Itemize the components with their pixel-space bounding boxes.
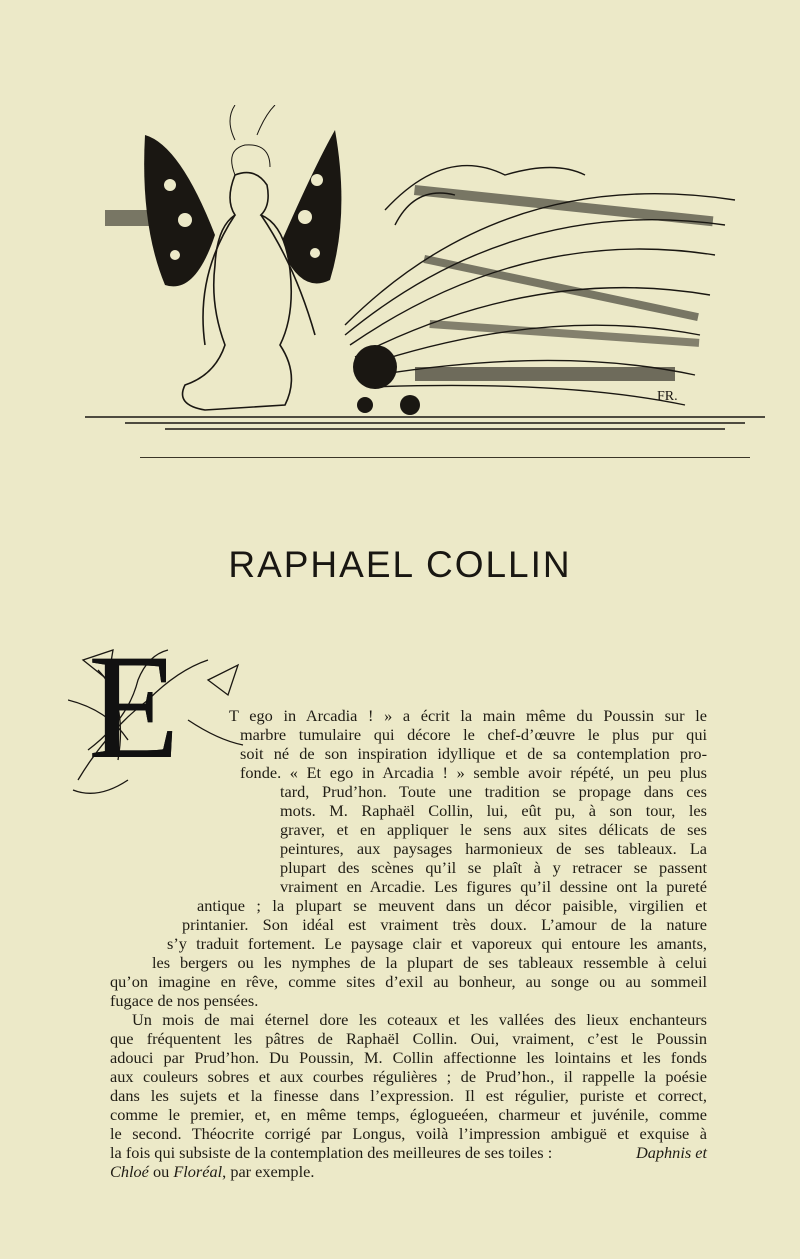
text-line: comme le premier, et, en même temps, églogueéen, charmeur et juvénile, comme	[110, 1105, 707, 1124]
text-line: les bergers ou les nymphes de la plupart de ses tableaux ressemble à celui	[152, 953, 707, 972]
text-line: peintures, aux paysages harmonieux de ses tableaux. La	[280, 839, 707, 858]
text-line: graver, et en appliquer le sens aux sites délicats de ses	[280, 820, 707, 839]
artwork-title-floreal: Floréal	[173, 1162, 223, 1181]
text-line: adouci par Prud’hon. Du Poussin, M. Collin affectionne les lointains et les fonds	[110, 1048, 707, 1067]
text-line: que fréquentent les pâtres de Raphaël Collin. Oui, vraiment, c’est le Poussin	[110, 1029, 707, 1048]
dropcap-letter: E	[88, 624, 180, 790]
divider-rule	[140, 457, 750, 458]
text-line-last-para	[110, 1143, 707, 1163]
text-line: mots. M. Raphaël Collin, lui, eût pu, à son tour, les	[280, 801, 707, 820]
text-line: printanier. Son idéal est vraiment très doux. L’amour de la nature	[182, 915, 707, 934]
text-line: plupart des scènes qu’il se plaît à y retracer se passent	[280, 858, 707, 877]
text-fragment: ou	[152, 1162, 170, 1181]
page-title: RAPHAEL COLLIN	[228, 544, 572, 585]
text-line: marbre tumulaire qui décore le chef-d’œuvre le plus pur qui	[240, 725, 707, 744]
text-line: aux couleurs sobres et aux courbes régulières ; de Prud’hon., il rappelle la poésie	[110, 1067, 707, 1086]
artwork-title-daphnis: Daphnis et	[636, 1143, 707, 1162]
text-fragment: la fois qui subsiste de la contemplation des meilleures de ses toiles :	[110, 1143, 553, 1162]
text-line: vraiment en Arcadie. Les figures qu’il dessine ont la pureté	[280, 877, 707, 896]
text-line: soit né de son inspiration idyllique et de sa contemplation pro-	[240, 744, 707, 763]
text-line: antique ; la plupart se meuvent dans un décor paisible, virgilien et	[197, 896, 707, 915]
text-line: qu’on imagine en rêve, comme sites d’exil au bonheur, au songe ou au sommeil	[110, 972, 707, 991]
text-line: fonde. « Et ego in Arcadia ! » semble avoir répété, un peu plus	[240, 763, 707, 782]
artwork-title-chloe: Chloé	[110, 1162, 149, 1181]
text-line: T ego in Arcadia ! » a écrit la main même du Poussin sur le	[229, 706, 707, 725]
text-line: Un mois de mai éternel dore les coteaux et les vallées des lieux enchanteurs	[132, 1010, 707, 1029]
text-line: s’y traduit fortement. Le paysage clair et vaporeux qui entoure les amants,	[167, 934, 707, 953]
text-line: le second. Théocrite corrigé par Longus, voilà l’impression ambiguë et exquise à	[110, 1124, 707, 1143]
artist-signature: FR.	[657, 389, 678, 404]
text-line: dans les sujets et la finesse dans l’expression. Il est régulier, puriste et correct,	[110, 1086, 707, 1105]
text-line: fugace de nos pensées.	[110, 991, 259, 1010]
headpiece-illustration	[85, 105, 765, 445]
text-line	[110, 1162, 314, 1182]
text-line: tard, Prud’hon. Toute une tradition se propage dans ces	[280, 782, 707, 801]
text-fragment: , par exemple.	[222, 1162, 315, 1181]
